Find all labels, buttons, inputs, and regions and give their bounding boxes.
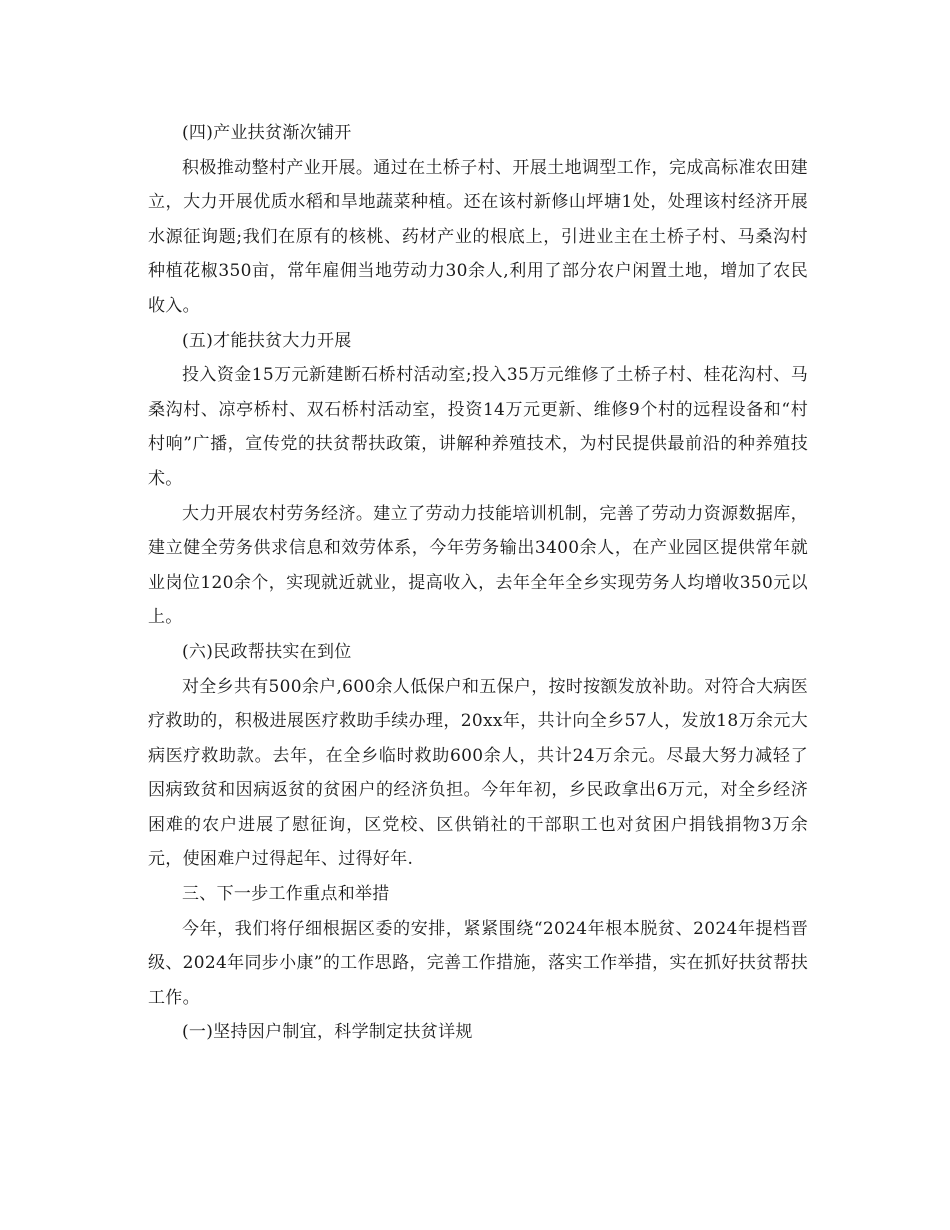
section-heading-next-steps: 三、下一步工作重点和举措 bbox=[182, 884, 390, 905]
paragraph-civil-affairs: 对全乡共有500余户,600余人低保户和五保户，按时按额发放补助。对符合大病医疗救助的，积极进展医疗救助手续办理，20xx年，共计向全乡57人，发放18万余元大病医疗救助款。去年，在全乡临时救助600余人，共计24万余元。尽最大努力减轻了因病致贫和因病返贫的贫困户的经济负担。今年年初，乡民政拿出6万元，对全乡经济困难的农户进展了慰征询，区党校、区供销社的干部职工也对贫困户捐钱捐物3万余元，使困难户过得起年、过得好年. bbox=[148, 676, 808, 870]
paragraph-plan: 今年，我们将仔细根据区委的安排，紧紧围绕“2024年根本脱贫、2024年提档晋级、2024年同步小康”的工作思路，完善工作措施，落实工作举措，实在抓好扶贫帮扶工作。 bbox=[148, 918, 808, 1008]
section-heading-4: (四)产业扶贫渐次铺开 bbox=[182, 123, 352, 143]
paragraph-industry: 积极推动整村产业开展。通过在土桥子村、开展土地调型工作，完成高标准农田建立，大力开展优质水稻和旱地蔬菜种植。还在该村新修山坪塘1处，处理该村经济开展水源征询题;我们在原有的核桃、药材产业的根底上，引进业主在土桥子村、马桑沟村种植花椒350亩，常年雇佣当地劳动力30余人,利用了部分农户闲置土地，增加了农民收入。 bbox=[148, 157, 808, 316]
paragraph-capability: 投入资金15万元新建断石桥村活动室;投入35万元维修了土桥子村、桂花沟村、马桑沟村、凉亭桥村、双石桥村活动室，投资14万元更新、维修9个村的远程设备和“村村响”广播，宣传党的扶贫帮扶政策，讲解种养殖技术，为村民提供最前沿的种养殖技术。 bbox=[148, 365, 808, 489]
section-heading-5: (五)才能扶贫大力开展 bbox=[182, 330, 352, 351]
section-heading-6: (六)民政帮扶实在到位 bbox=[182, 641, 352, 662]
section-heading-1: (一)坚持因户制宜，科学制定扶贫详规 bbox=[182, 1022, 473, 1043]
paragraph-labor: 大力开展农村劳务经济。建立了劳动力技能培训机制，完善了劳动力资源数据库，建立健全劳务供求信息和效劳体系，今年劳务输出3400余人，在产业园区提供常年就业岗位120余个，实现就近就业，提高收入，去年全年全乡实现劳务人均增收350元以上。 bbox=[148, 503, 808, 628]
